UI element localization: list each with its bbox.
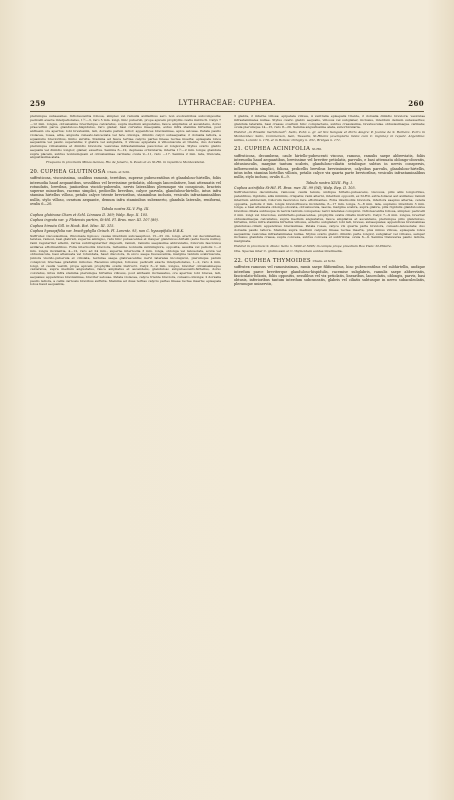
habitat-note: Habitat in provincia S. Paulo: Sello n. 5000 et 5095; in campis prope praedium Boa Vista: St-Hilaire. <box>234 244 392 249</box>
species-diagnosis: suffrutex ramosus vel ramosissimus, ramis saepe filiformibus, hinc pubescentibus vel subhirtellis, undique interdum parce breviterque glanduloso-hispidulis, racemise subglabris, ramulis saepe abbreviatis, fasciculato-foliosis, foliis oppositis, sessilibus vel vix petiolatis, linearibus, lanceolatis, oblongis, parvis, basi obtusis, inferioribus tantum interdum subcuneatis, glabris vel ciliatis subtusque in nervo subaculeolatis, plerumque uninerviis, <box>234 265 425 287</box>
observation-note: Obs. Species inter C. glutinosam et C. thymoidem euntes intermedia. <box>234 249 343 254</box>
plate-reference: Tabula nostra XL.V. Fig. III. <box>101 207 150 212</box>
description-continued: 3 glabra, 2 inferne villosa; epipetala villosa, 4 ventralia episepalis triente, 2 dorsalia dimidio breviora; vesiculae infrastaminales nullae. Stylus ovario glabro aequalis, villosus vel subglaber, inclusus, interdum demum subexsertus; glandula lateralis, basi crassa; ovarium hinc complectens, subtus crassissima, breviusculae obtusissimaque carinata; ovula plerumque 14—15, raro 8—20. Semina angustissime alata, suborbicularia. <box>234 115 425 130</box>
species-number: 20. <box>30 168 39 175</box>
running-header <box>30 99 424 111</box>
habitat-note: Habitat „in Brasilia meridionali“: Sello, Pohl; s. gr. ad Sra Sanguis et Porto Alegre: P. Joanne de S. Barbara. Porro in Montevideo: Sello, Commerson, Isab, Tweedie, St-Hilaire (exemplaria mixta cum C. ingrata); in republ. Argentina: Gillies, Lorentz n. 179, et in Bolivia: Orbigny n. 251, Bridges n. 171. <box>234 130 425 142</box>
species-diagnosis: suffruticosa, decumbens, caule hirtello-pubescenti viscoso, ramoso, ramulis saepe abbreviatis, foliis internodia haud aequantibus, brevissime vel breviter petiolatis, parvulis, e basi attenuata oblongo-obovatis, obtusiusculis, margine tantum scabris, glanduloso-ciliatis setulisque subtus in nervis conspersis, inflorescentia simplici, foliosa, pedicellis brevibus brevissimisve, calycibus parvulis, glanduloso-hirtellis, intus infra stamina hirtellus villosis, petalis calyce vix quarta parte brevioribus, vesiculis infrastaminalibus nullis, stylo incluso, ovulis 6—9. <box>234 153 425 180</box>
species-number: 21. <box>234 146 243 153</box>
species-description: Suffrutexculus decumbens, ramosus; caulis tenuis, undique hirtello-pubescens, viscosus, pilis aliis longioribus, patentibus, rigidulis, aliis minimis, crispatis; rami alterni, interdum oppositi, ex St-Hil. extra-foliacei aut axillares; ramuli interdum abbreviati, foliorum fasciculos fere efformantes. Folia internodiis breviora, inferiora saepius alterna, cetera opposita, petiolis 2 mm. longis brevioribusve incidentia, 6—17 mm. longa, 3—8 mm. lata, supremo interdum 3 mm. longa, e basi attenuata oblongo-obovata, obtusiuscula, laevia, margine scabra, supra glabra, pilis rigidulis glandulosisve brevibus ciliata subtusque in nervis tantum conspersa; nervi laterales conspicui. Inflorescentia foliosa, simplex; pedicelli 2 mm. longi vel breviores, subhirtello-pubescentes, prophyllis ovatis ciliatis instructi. Calyx 7—9 mm. longus, breviter obtusissimeque calcaratus, supra medium angustatus, fauce ampliatus et ascendens, plerumque pilis glanduloso-hirtellus, intus infra stamina hirtellus villosus, externo subglaber; lobi lati, breves, subaequales; appendices brevissimae glanduloso-ciliati; appendices brevissimae. Petala rosea, calyce vix quarta parte breviora, cuneato-lanceolata; duo dorsalia paullo latiora. Stamina supra medium calycem lineae rectae inserta, plus minus villosa, episepala lobos aequantia; vesiculae infrastaminales nullae. Stylus ovario glabro dimidio parte longior, subglaber vel villosus, semper inclusus; glandula crassa, supra convexa, subtus convexa et subtriloba; ovula 6—9. Semina transversa paullo latiora, marginata. <box>234 190 425 244</box>
species-name: CUPHEA ACINIFOLIA <box>244 146 311 153</box>
synonym: Cuphea hyssopifolia var. brachyphylla Griseb. Pl. Lorentz. 93, non C. hyssopifolia H.B.K. <box>30 229 185 234</box>
synonym: Cuphea acinifolia St-Hil. Fl. Bras. mer. III. 99 (94); Walp. Rep. II. 105. <box>234 186 356 191</box>
species-number: 22. <box>234 257 243 264</box>
species-heading <box>30 169 221 175</box>
synonym: Cuphea hirsuta Gill. in Hook. Bot. Misc. III. 315. <box>30 223 115 228</box>
locality-note: Frequens in provinciis Minas Geraes, Rio de Janeiro, S. Paulo et ex St-Hil. in republica Montevidensi. <box>45 160 206 165</box>
species-heading <box>234 258 425 264</box>
species-author: Cham. et Schl. <box>312 258 336 263</box>
header-rule <box>30 111 424 112</box>
synonym: Cuphea ingrata var. y. Platensis partim, St-Hil. Fl. Bras. mer. III. 107 (89). <box>30 218 159 223</box>
synonym: Cuphea glutinosa Cham et Schl. Linnaea II. 369; Walp. Rep. II. 105. <box>30 212 149 217</box>
page-number-left: 259 <box>30 99 46 108</box>
plate-reference: Tabula nostra XLVII. Fig. I. <box>306 180 353 185</box>
species-name: CUPHEA GLUTINOSA <box>40 168 106 175</box>
page-number-right: 260 <box>408 99 424 108</box>
description-continued: plerumque subsessiles. Inflorescentia foliosa, simplex vel ramulis axillaribus sero non evolventibus subcomposita; pedicelli exacte interpetiolares, 1½—3, raro 5 mm. longi, hinc puberuli, prope apicem prophyllis ovatis instructi. Calyx 7—12 mm. longus, obtusissime breviterque calcaratus, supra medium angustatus, fauce ampliatus et ascendens, dorso praecertim parce glanduloso-hispidulus, raro glaber, basi curvatus inaequalis, extus infra stamina hirtellus, post anthesin ore apertus; lobi brevissimi, lati, dorsalis parum latior; appendices brevissimae, apice setosae. Petala paullo violacea, rosea, alba, angusta cuneato-lanceolata vel fere oblonga, dimidio calyci subaequalia; 2 dorsalia latiora, a squamulis brevioribus, limbo sufulta. Stamina ad fauce tertiae calycis partes lineae rectae inserta; episepala lobos aequantia vel paullo superantia; 2 glabra vel subglabra, 3 villosa; epipetala 4 villosiuscula et triente, duo dorsalia plerumque villosissima et dimidio breviora; vesiculae infrastaminales pauciores et longiores. Stylus ovario glabro aequalis vel dimidio longior, glaber, exsertus. Semina 6—12, depresse orbicularia, interna 1½—2 mm. longa; glandula supra placam, subtus nonnumquam et obtusissimae carinata; ovula 9—11, raro —17. Semina 2 mm. lata, truncata, angustissima alata. <box>30 115 221 160</box>
species-diagnosis: suffruticosa, viscosissima, caulibus ramosis, teretibus, superne pubescentibus et glanduloso-hirtellis, foliis internodia haud aequantibus, sessilibus vel brevissime petiolatis, oblongis lanceolatisve, basi attenuatis vel rotundatis, brevibus, juniioribus viscido-puberulis, nervis lateralibus plerumque vix conspicuis, bracteis superne minoribus, racemo simplici, pedicellis brevibus, calyce parvula, glanduloso-hirtello, intus infra stamina hirtellus villoso, petalis calyce triente brevioribus, staminibus inclusis, vesiculis infrastaminalibus nullis, stylo villoso, ovarium aequante, demum infra staminibus subexserto, glandula lateralis, reniformi, ovulis 6—20. <box>30 176 221 206</box>
species-author: St-Hil. <box>311 147 323 152</box>
species-name: CUPHEA THYMOIDES <box>244 257 311 264</box>
left-column <box>30 115 221 745</box>
species-description: Suffrutex viscosissimus, rhizomate lignoso; caules interdum subcaespitosi, 15—25 cm. longi, erecti vel decumbentes, teretes, ramosi, basi glabrati, superne ambiguo, ratu hinc pubescentes et insuper glanduloso-hirtelli (setis fuscis nullis); rami regulariter alterni, rarius subirregulariter dispositi, ramuli, ramulis saepissime abbreviatis, foliorum fasciculos axillares efformantibus. Folia internodiis breviora, rarissime nonnulla subbiniglora, opposita, sessilia vel petiolis 1—2 mm. longis incidentia, 4—12, raro ad 24 mm., superne internodia 3 mm. longa, oblonga vel lanceolata, acuta vel obtusiuscula, basi attenuata vel rotundata, haud discolora, in sicco saepe fuscescentia, margine tantum scabriuscula, juniora viscido-puberula et ciliolata, texturae saepe glabrescentia; nervi laterales inconspicui, plerumque parum conspicui; bracteae gradatim minores. Racemus simplex, foliosus; pedicelli exacte interpetiolares, 1—2, raro 4 mm. longi, ut caulis vestiti, prope apicem prophyllis ovatis instructi. Calyx 6—9 mm. longus, breviter obtusissimeque calcaratus, supra medium angustatus, fauce ampliatus et ascendens, glanduloso subpubescenti-hirtellus, dorso coloratus, intus infra stamina plerumque hirtellus villosus, post anthesin incrassatus, ore apertus; lobi breves, lati, aequales; appendices brevissimae, breviter setosae. Petala violacea, calyce triente breviora, cuneato-oblonga; 2 dorsalia paullo latiora, a callis carnosis brevibus suffulta. Stamina ad duas tertias calycis partes lineae rectae inserta; episepala lobos haud aequantia, <box>30 233 221 287</box>
running-title: LYTHRACEAE: CUPHEA. <box>178 99 276 107</box>
right-column <box>234 115 425 745</box>
species-heading <box>234 146 425 152</box>
species-author: Cham. et Schl. <box>107 169 131 174</box>
